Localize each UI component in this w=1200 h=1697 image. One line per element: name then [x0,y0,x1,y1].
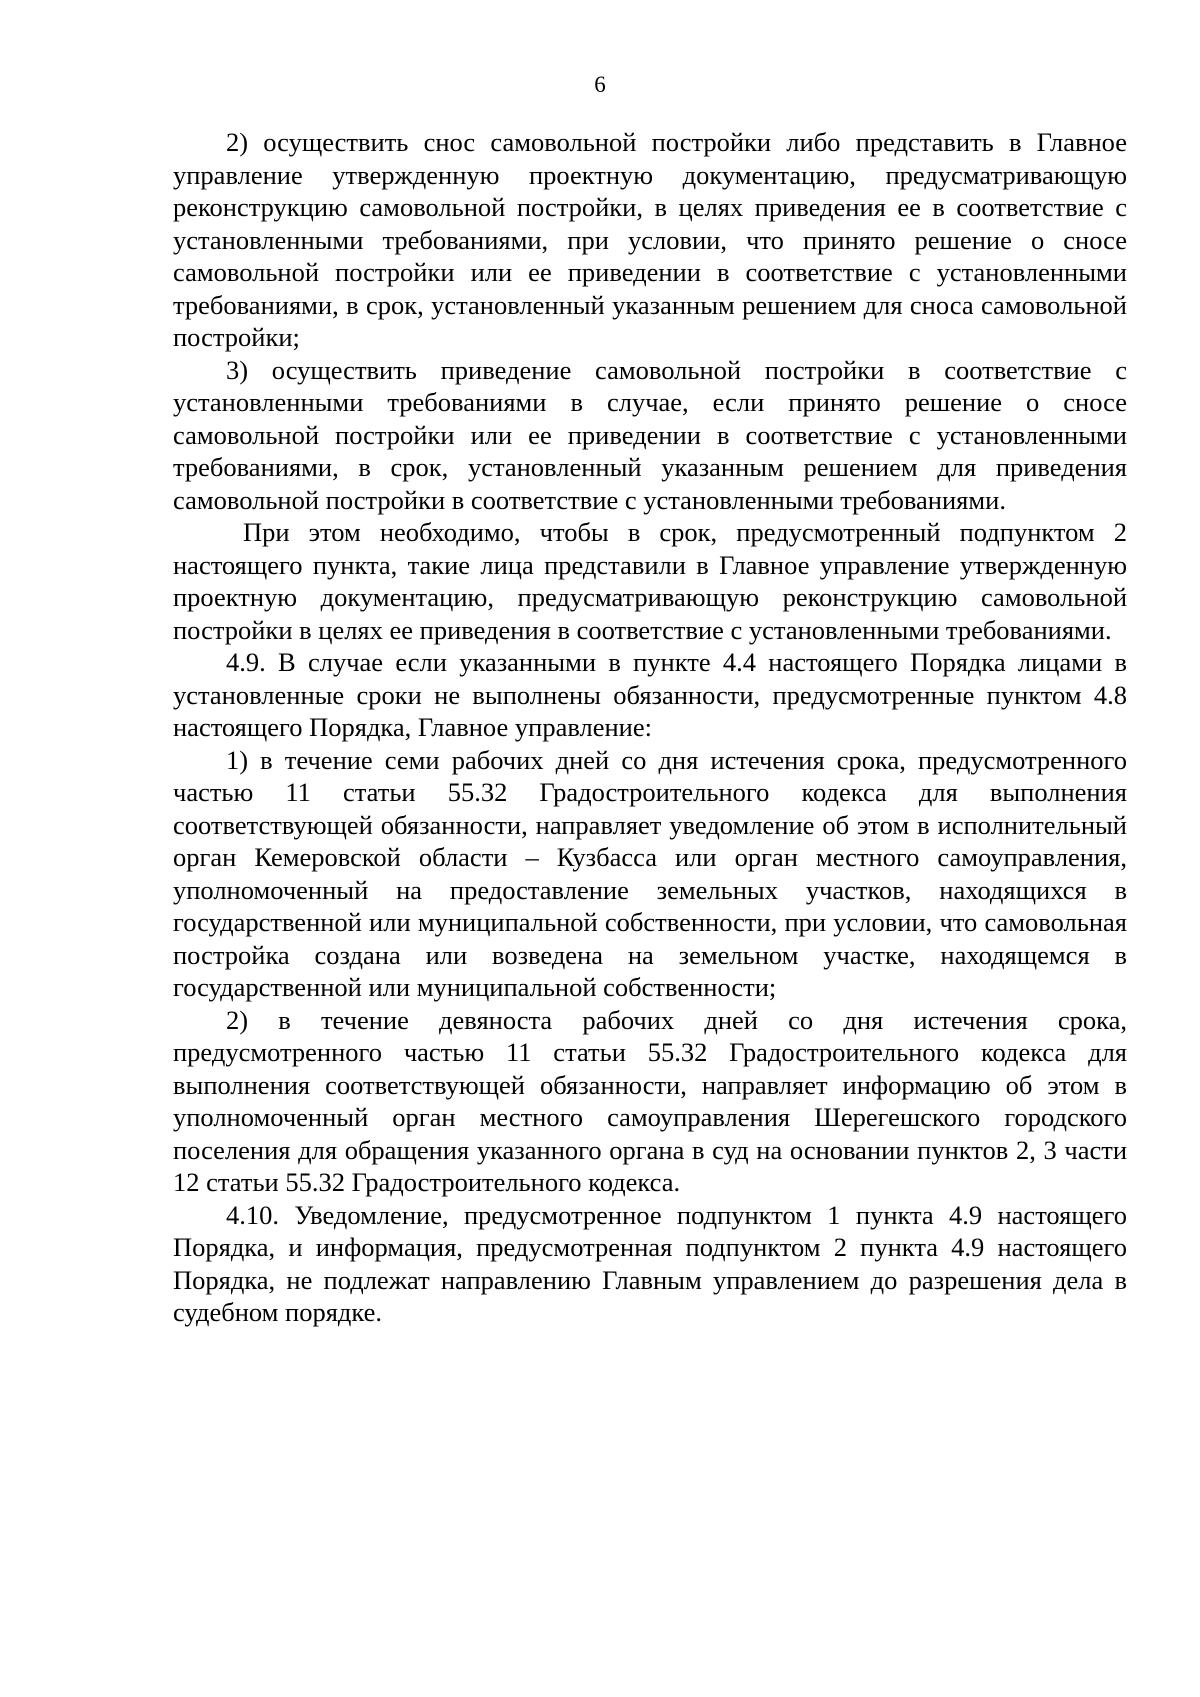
paragraph-clause-4-9: 4.9. В случае если указанными в пункте 4.4 настоящего Порядка лицами в установленные сроки не выполнены обязанности, предусмотренные пунктом 4.8 настоящего Порядка, Главное управление: [173,647,1127,742]
paragraph-clause-4-10: 4.10. Уведомление, предусмотренное подпунктом 1 пункта 4.9 настоящего Порядка, и информация, предусмотренная подпунктом 2 пункта 4.9 настоящего Порядка, не подлежат направлению Главным управлением до разрешения дела в судебном порядке. [173,1199,1127,1327]
paragraph-subitem-2-demolition: 2) осуществить снос самовольной постройки либо представить в Главное управление утвержденную проектную документацию, предусматривающую реконструкцию самовольной постройки, в целях приведения ее в соответствие с установленными требованиями, при условии, что принято решение о сносе самовольной постройки или ее приведении в соответствие с установленными требованиями, в срок, установленный указанным решением для сноса самовольной постройки; [173,127,1127,352]
paragraph-clause-4-9-subitem-2: 2) в течение девяноста рабочих дней со дня истечения срока, предусмотренного частью 11 статьи 55.32 Градостроительного кодекса для выполнения соответствующей обязанности, направляет информацию об этом в уполномоченный орган местного самоуправления Шерегешского городского поселения для обращения указанного органа в суд на основании пунктов 2, 3 части 12 статьи 55.32 Градостроительного кодекса. [173,1004,1127,1197]
paragraph-clause-4-9-subitem-1: 1) в течение семи рабочих дней со дня истечения срока, предусмотренного частью 11 статьи 55.32 Градостроительного кодекса для выполнения соответствующей обязанности, направляет уведомление об этом в исполнительный орган Кемеровской области – Кузбасса или орган местного самоуправления, уполномоченный на предоставление земельных участков, находящихся в государственной или муниципальной собственности, при условии, что самовольная постройка создана или возведена на земельном участке, находящемся в государственной или муниципальной собственности; [173,744,1127,1002]
document-body [173,126,1127,1329]
page-number: 6 [594,72,606,97]
paragraph-project-documentation-requirement: При этом необходимо, чтобы в срок, предусмотренный подпунктом 2 настоящего пункта, такие лица представили в Главное управление утвержденную проектную документацию, предусматривающую реконструкцию самовольной постройки в целях ее приведения в соответствие с установленными требованиями. [173,517,1127,645]
paragraph-subitem-3-compliance: 3) осуществить приведение самовольной постройки в соответствие с установленными требованиями в случае, если принято решение о сносе самовольной постройки или ее приведении в соответствие с установленными требованиями, в срок, установленный указанным решением для приведения самовольной постройки в соответствие с установленными требованиями. [173,354,1127,515]
